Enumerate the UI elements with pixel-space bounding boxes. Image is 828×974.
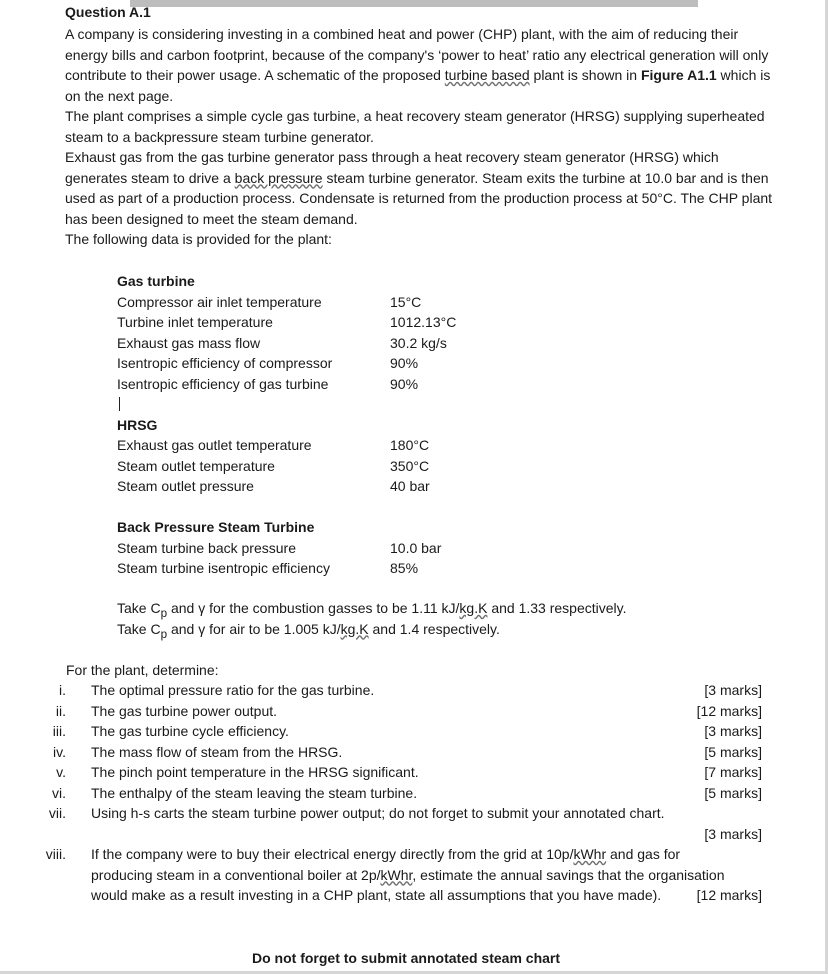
data-value: 10.0 bar — [390, 539, 442, 556]
data-row — [117, 292, 537, 313]
data-row — [117, 435, 537, 456]
task-text — [91, 844, 741, 906]
task-number: ii. — [55, 702, 66, 719]
data-value: 30.2 kg/s — [390, 334, 447, 351]
intro-p3-a: Exhaust gas from the gas turbine generator pass through a heat recovery steam generator (HRSG) which generates steam to drive a — [65, 149, 719, 186]
task-marks: [3 marks] — [704, 825, 762, 842]
intro-p3-underlined: back pressure — [234, 169, 323, 186]
data-row — [117, 374, 537, 395]
task-text: The gas turbine power output. — [91, 702, 278, 719]
intro-text — [65, 24, 777, 250]
intro-paragraph-2: The plant comprises a simple cycle gas turbine, a heat recovery steam generator (HRSG) supplying superheated steam to a backpressure steam turbine generator. — [65, 108, 765, 145]
text-cursor — [117, 394, 537, 415]
task-number: i. — [59, 682, 66, 698]
note-subscript: p — [160, 627, 168, 641]
task-text: The pinch point temperature in the HRSG significant. — [91, 764, 419, 780]
data-label: Steam turbine isentropic efficiency — [117, 560, 330, 576]
task-item — [0, 844, 828, 906]
data-value: 85% — [390, 560, 419, 576]
data-row — [117, 538, 537, 559]
task-marks-line — [0, 824, 828, 845]
footer-text: Do not forget to submit annotated steam chart — [252, 950, 561, 966]
task-underlined: kWhr — [380, 866, 413, 883]
note-text: Take C — [117, 600, 161, 616]
task-number: iv. — [53, 743, 66, 760]
data-value: 90% — [390, 355, 419, 371]
task-marks: [7 marks] — [704, 764, 762, 780]
question-title: Question A.1 — [65, 4, 151, 20]
task-text: Using h-s carts the steam turbine power output; do not forget to submit your annotated chart. — [91, 805, 665, 821]
task-marks: [12 marks] — [696, 702, 762, 719]
note-underlined: kg.K — [459, 600, 488, 616]
data-row — [117, 353, 537, 374]
task-text-part: , estimate the annual savings that the organisation would make as a result investing in a CHP plant, state all assumptions that you have made). — [91, 866, 725, 903]
plant-data — [117, 271, 537, 579]
intro-p1-underlined: turbine based — [444, 67, 530, 83]
data-label: Exhaust gas mass flow — [117, 334, 261, 351]
task-marks: [12 marks] — [696, 887, 762, 903]
note-text: and γ for the combustion gasses to be 1.11 kJ/ — [167, 600, 460, 616]
data-value: 15°C — [390, 293, 422, 310]
data-row — [117, 558, 537, 579]
task-number: vi. — [52, 784, 66, 801]
figure-reference: Figure A1.1 — [640, 67, 717, 83]
task-number: iii. — [52, 723, 66, 739]
task-text: The gas turbine cycle efficiency. — [91, 723, 289, 739]
intro-p3-b: steam turbine generator. Steam exits the turbine at 10.0 bar and is then used as part of a production process. Condensate is returned from the production process at 50°C. The CHP plant has been designed to meet the steam demand. — [65, 169, 773, 227]
gas-property-notes — [117, 598, 626, 639]
data-label: Turbine inlet temperature — [117, 314, 273, 330]
air-note — [117, 619, 626, 640]
data-value: 350°C — [390, 457, 430, 474]
task-marks: [3 marks] — [704, 682, 762, 698]
task-marks: [5 marks] — [704, 743, 762, 760]
data-value: 180°C — [390, 437, 430, 453]
task-number: viii. — [45, 846, 66, 862]
data-label: Steam outlet temperature — [117, 457, 275, 474]
data-label: Isentropic efficiency of gas turbine — [117, 375, 329, 392]
gas-turbine-title: Gas turbine — [117, 273, 195, 289]
intro-paragraph-4: The following data is provided for the plant: — [65, 231, 332, 247]
task-number: v. — [56, 764, 66, 780]
note-text: and 1.4 respectively. — [368, 620, 500, 637]
note-text: and 1.33 respectively. — [487, 600, 627, 616]
note-text: Take C — [117, 620, 161, 637]
data-value: 90% — [390, 375, 419, 392]
scroll-top-bar — [130, 0, 698, 7]
data-value: 1012.13°C — [390, 314, 457, 330]
task-item — [0, 701, 828, 722]
task-text-part: and gas for producing steam in a conventional boiler at 2p/ — [91, 846, 681, 883]
determine-heading: For the plant, determine: — [66, 662, 219, 678]
intro-paragraph-1 — [65, 24, 777, 106]
intro-p1-c: which is on the next page. — [65, 67, 771, 104]
task-underlined: kWhr — [573, 846, 607, 862]
task-marks: [3 marks] — [704, 723, 762, 739]
note-subscript: p — [160, 606, 168, 620]
intro-paragraph-3 — [65, 147, 777, 229]
data-row — [117, 333, 537, 354]
steam-turbine-title: Back Pressure Steam Turbine — [117, 519, 315, 535]
task-text: The mass flow of steam from the HRSG. — [91, 743, 343, 760]
task-marks: [5 marks] — [704, 784, 762, 801]
task-item — [0, 803, 828, 824]
data-row — [117, 456, 537, 477]
note-underlined: kg.K — [340, 620, 369, 637]
task-text: The optimal pressure ratio for the gas turbine. — [91, 682, 375, 698]
data-label: Isentropic efficiency of compressor — [117, 355, 333, 371]
data-row — [117, 476, 537, 497]
combustion-gas-note — [117, 598, 626, 619]
data-label: Exhaust gas outlet temperature — [117, 437, 312, 453]
intro-p1-a: A company is considering investing in a combined heat and power (CHP) plant, with the aim of reducing their energy bills and carbon footprint, because of the company's ‘power to heat’ ratio any electrical generation will only contribute to their power usage. A schematic of the proposed — [65, 26, 769, 83]
hrsg-title: HRSG — [117, 416, 158, 433]
data-label: Compressor air inlet temperature — [117, 293, 322, 310]
task-number: vii. — [48, 805, 66, 821]
task-item — [0, 783, 828, 804]
data-label: Steam turbine back pressure — [117, 539, 296, 556]
task-item — [0, 680, 828, 701]
task-item — [0, 721, 828, 742]
task-item — [0, 742, 828, 763]
data-row — [117, 312, 537, 333]
note-text: and γ for air to be 1.005 kJ/ — [167, 620, 341, 637]
task-list — [0, 680, 828, 906]
intro-p1-b: plant is shown in — [529, 67, 641, 83]
task-text-part: If the company were to buy their electrical energy directly from the grid at 10p/ — [91, 846, 574, 862]
task-text: The enthalpy of the steam leaving the steam turbine. — [91, 784, 418, 801]
task-item — [0, 762, 828, 783]
data-label: Steam outlet pressure — [117, 478, 254, 494]
data-value: 40 bar — [390, 478, 430, 494]
